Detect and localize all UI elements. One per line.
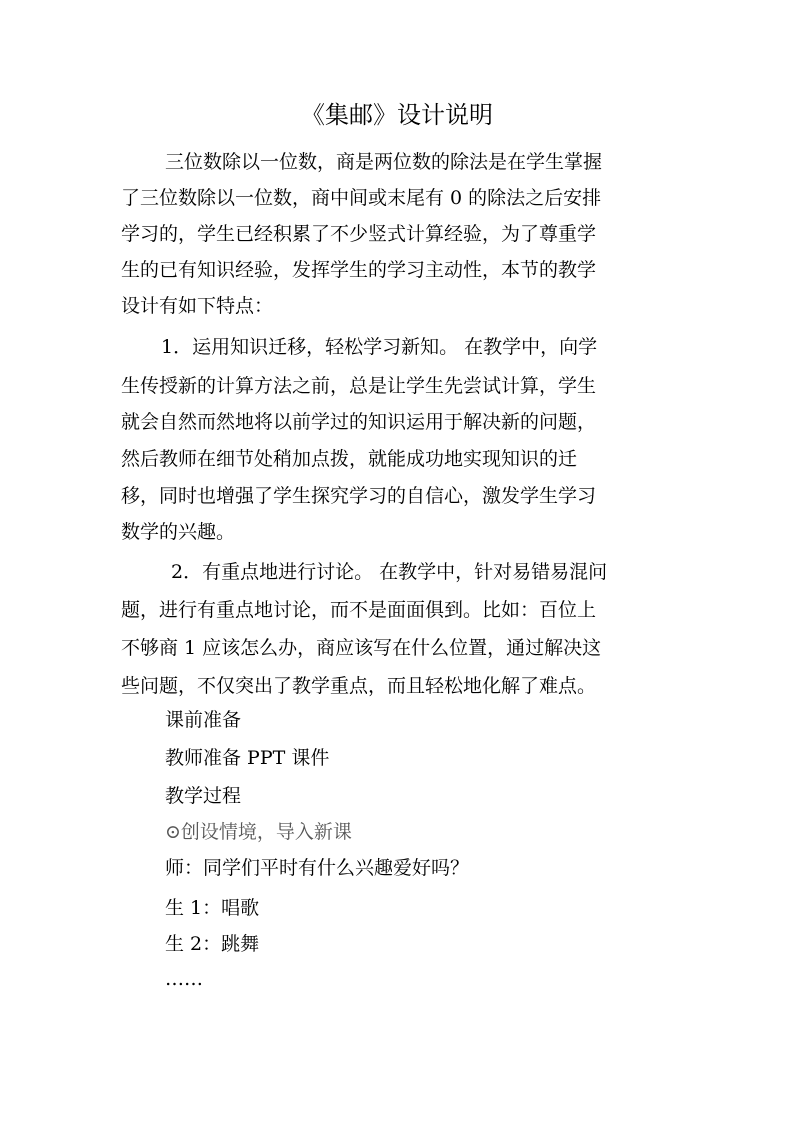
paragraph3-line: 2．有重点地进行讨论。 在教学中，针对易错易混问 bbox=[171, 561, 608, 583]
paragraph2-line: 生传授新的计算方法之前，总是让学生先尝试计算，学生 bbox=[121, 375, 597, 397]
paragraph1-line: 生的已有知识经验，发挥学生的学习主动性，本节的教学 bbox=[121, 259, 597, 281]
process-heading: 教学过程 bbox=[165, 785, 242, 807]
paragraph1-line: 了三位数除以一位数，商中间或末尾有 0 的除法之后安排 bbox=[121, 187, 602, 209]
paragraph2-line: 1．运用知识迁移，轻松学习新知。 在教学中，向学 bbox=[161, 336, 598, 358]
paragraph2-line: 数学的兴趣。 bbox=[121, 521, 236, 543]
paragraph2-line: 然后教师在细节处稍加点拨，就能成功地实现知识的迁 bbox=[121, 448, 578, 470]
document-title: 《集邮》设计说明 bbox=[301, 101, 493, 129]
paragraph1-line: 设计有如下特点： bbox=[121, 295, 274, 317]
paragraph2-line: 移，同时也增强了学生探究学习的自信心，激发学生学习 bbox=[121, 485, 597, 507]
section1-heading: ⊙创设情境，导入新课 bbox=[165, 821, 352, 843]
paragraph2-line: 就会自然而然地将以前学过的知识运用于解决新的问题， bbox=[121, 411, 597, 433]
dialogue-line: 生 2：跳舞 bbox=[165, 933, 260, 955]
paragraph1-line: 学习的，学生已经积累了不少竖式计算经验，为了尊重学 bbox=[121, 223, 597, 245]
paragraph1-line: 三位数除以一位数，商是两位数的除法是在学生掌握 bbox=[165, 151, 603, 173]
paragraph3-line: 些问题，不仅突出了教学重点，而且轻松地化解了难点。 bbox=[121, 675, 597, 697]
paragraph3-line: 不够商 1 应该怎么办，商应该写在什么位置，通过解决这 bbox=[121, 637, 602, 659]
teacher-prep: 教师准备 PPT 课件 bbox=[165, 747, 330, 769]
dialogue-line: 师：同学们平时有什么兴趣爱好吗？ bbox=[165, 857, 470, 879]
dialogue-line: …… bbox=[165, 968, 203, 990]
prep-heading: 课前准备 bbox=[165, 709, 242, 731]
dialogue-line: 生 1：唱歌 bbox=[165, 897, 260, 919]
paragraph3-line: 题，进行有重点地讨论，而不是面面俱到。比如：百位上 bbox=[121, 599, 597, 621]
